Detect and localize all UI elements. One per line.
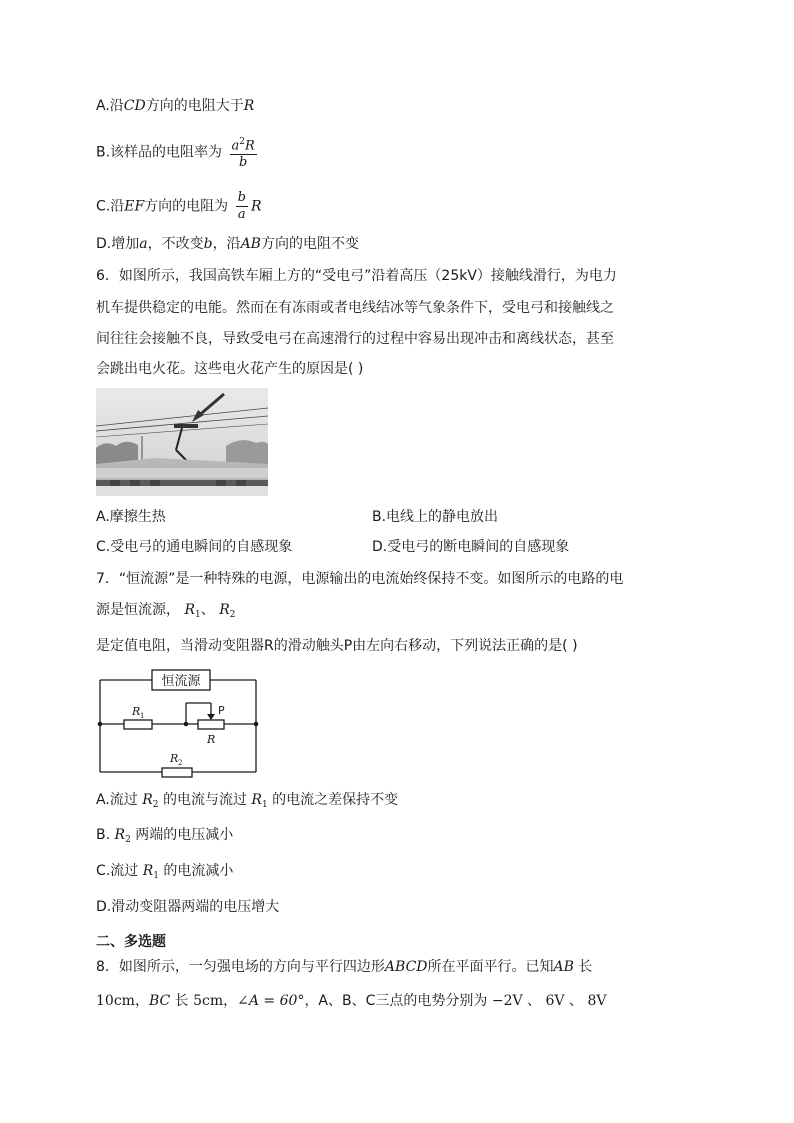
q7-line-1: 7．“恒流源”是一种特殊的电源，电源输出的电流始终保持不变。如图所示的电路的电	[96, 571, 624, 587]
q8-line-2	[96, 991, 606, 1011]
q5-option-a	[96, 96, 254, 116]
q5d-t1: D.增加	[96, 236, 140, 252]
q8-sep1: ，	[134, 993, 149, 1009]
circuit-r1-sub: 1	[140, 712, 145, 720]
q5c-text: C.沿	[96, 198, 125, 215]
q7c-t2: 的电流减小	[158, 863, 234, 879]
q5c-fraction	[236, 190, 248, 223]
q6-option-d: D.受电弓的断电瞬间的自感现象	[372, 539, 570, 555]
q7c-t1: C.流过	[96, 863, 143, 879]
q7a-t1: A.流过	[96, 792, 143, 808]
q5b-num-r: R	[245, 138, 255, 154]
q5c-num: b	[237, 190, 246, 205]
q6-option-a: A.摩擦生热	[96, 509, 166, 525]
q5a-var2: R	[243, 98, 255, 114]
q8-potential-c: 8V	[587, 993, 607, 1009]
q8-angle: ∠A = 60°	[237, 993, 305, 1009]
q7c-r1	[143, 863, 159, 879]
q7-r2-sub: 2	[229, 610, 236, 620]
q7b-r2-s: 2	[125, 835, 131, 845]
q5c-var: EF	[124, 198, 145, 215]
q5a-text2: 方向的电阻大于	[145, 98, 244, 114]
circuit-r-label: R	[207, 733, 216, 746]
q7-line-2	[96, 600, 235, 625]
q7b-r2-l: R	[114, 827, 126, 843]
q5b-text: B.该样品的电阻率为	[96, 144, 223, 161]
section-heading-multiple-choice: 二、多选题	[96, 934, 166, 950]
q6-line-3: 间往往会接触不良，导致受电弓在高速滑行的过程中容易出现冲击和离线状态，甚至	[96, 331, 614, 347]
q7a-r2-l: R	[142, 792, 153, 808]
q7c-r1-l: R	[142, 863, 154, 879]
pantograph-photo	[96, 388, 268, 496]
q8-bc-length: 5cm	[193, 993, 224, 1009]
q5d-b: b	[203, 236, 213, 252]
q5d-t3: ，沿	[212, 236, 241, 252]
q5b-num-a: a	[231, 138, 240, 154]
q7a-r1-s: 1	[261, 800, 268, 810]
q8-t4: 长	[170, 993, 194, 1009]
q8-sep2: ，	[223, 993, 238, 1009]
q5d-ab: AB	[240, 236, 261, 252]
q7b-t2: 两端的电压减小	[130, 827, 234, 843]
q5d-a: a	[139, 236, 148, 252]
q7-r2	[219, 602, 235, 618]
q8-ab: AB	[553, 959, 574, 975]
q7-option-d: D.滑动变阻器两端的电压增大	[96, 899, 280, 915]
q5a-var: CD	[123, 98, 146, 114]
q7-r1	[184, 602, 200, 618]
q7-r2-label: R	[219, 602, 230, 618]
q7-sep: 、	[200, 602, 215, 618]
q7a-t3: 的电流之差保持不变	[267, 792, 399, 808]
q7-line-3: 是定值电阻，当滑动变阻器R的滑动触头P由左向右移动，下列说法正确的是( )	[96, 638, 578, 654]
q5-option-b	[96, 134, 260, 171]
q6-option-c: C.受电弓的通电瞬间的自感现象	[96, 539, 293, 555]
circuit-r2-label: R	[170, 752, 179, 765]
q7c-r1-s: 1	[153, 871, 159, 881]
q5b-fraction	[230, 134, 257, 171]
q6-option-b: B.电线上的静电放出	[372, 509, 499, 525]
q5-option-d	[96, 234, 359, 254]
circuit-source-label: 恒流源	[161, 674, 201, 689]
q5c-text2: 方向的电阻为	[144, 198, 229, 215]
circuit-r2-sub: 2	[178, 759, 183, 767]
q5b-exp: 2	[239, 137, 246, 147]
q7-option-b	[96, 825, 233, 850]
q7a-r2	[142, 792, 158, 808]
q5c-den: a	[237, 207, 246, 222]
q7-option-c	[96, 861, 233, 886]
circuit-r1-label: R	[132, 705, 141, 718]
q7-r1-sub: 1	[195, 610, 201, 620]
constant-current-circuit	[96, 668, 262, 778]
q5-option-c	[96, 190, 262, 223]
q7b-r2	[115, 827, 131, 843]
q6-line-2: 机车提供稳定的电能。然而在有冻雨或者电线结冰等气象条件下，受电弓和接触线之	[96, 300, 614, 316]
q7-r1-label: R	[184, 602, 195, 618]
q5d-t4: 方向的电阻不变	[260, 236, 359, 252]
q8-t2: 所在平面平行。已知	[427, 959, 554, 975]
q5d-t2: ，不改变	[147, 236, 204, 252]
q6-line-1: 6．如图所示，我国高铁车厢上方的“受电弓”沿着高压（25kV）接触线滑行，为电力	[96, 268, 617, 284]
q7a-r1-l: R	[251, 792, 262, 808]
q7-option-a	[96, 790, 398, 815]
q7-line2-text: 源是恒流源，	[96, 602, 180, 618]
q8-t1: 8．如图所示，一匀强电场的方向与平行四边形	[96, 959, 385, 975]
q8-t5: ，A、B、C三点的电势分别为	[304, 993, 492, 1009]
q8-ab-length: 10cm	[96, 993, 135, 1009]
circuit-p-label: P	[218, 704, 225, 717]
q8-sep3: 、	[522, 993, 546, 1009]
q5c-r: R	[250, 198, 262, 215]
q7a-r1	[251, 792, 267, 808]
q7a-t2: 的电流与流过	[158, 792, 252, 808]
q8-line-1	[96, 957, 592, 977]
q7a-r2-s: 2	[152, 800, 159, 810]
q5b-den: b	[239, 155, 248, 171]
q8-abcd: ABCD	[384, 959, 428, 975]
q8-potential-a: −2V	[491, 993, 523, 1009]
q8-bc: BC	[148, 993, 171, 1009]
q8-sep4: 、	[564, 993, 588, 1009]
q7b-t1: B.	[96, 827, 115, 843]
q5a-text: A.沿	[96, 98, 124, 114]
q6-line-4: 会跳出电火花。这些电火花产生的原因是( )	[96, 361, 364, 377]
q8-potential-b: 6V	[545, 993, 565, 1009]
q8-t3: 长	[573, 959, 593, 975]
